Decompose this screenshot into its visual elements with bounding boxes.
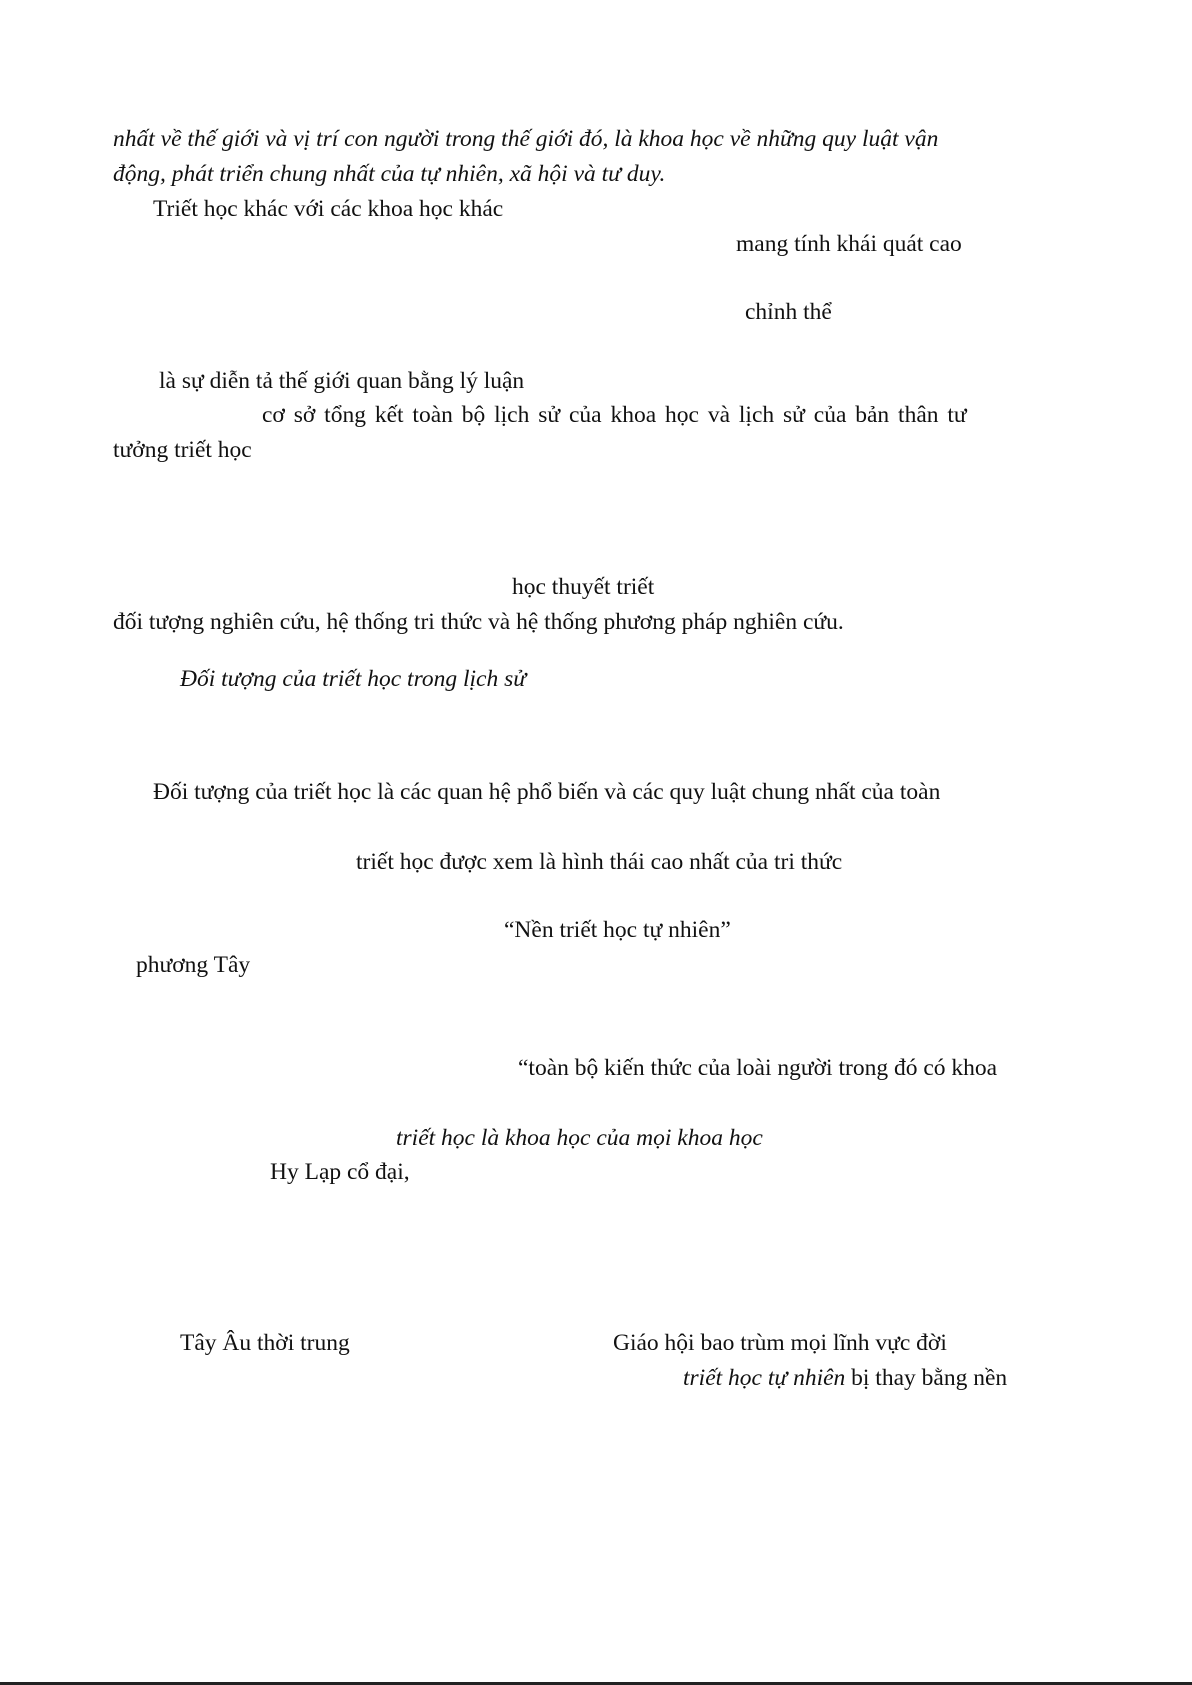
text-line: “Nền triết học tự nhiên” (504, 917, 731, 943)
text-line: Giáo hội bao trùm mọi lĩnh vực đời (613, 1330, 947, 1356)
text-line: động, phát triển chung nhất của tự nhiên, xã hội và tư duy. (113, 161, 666, 187)
text-line: Tây Âu thời trung (180, 1330, 350, 1356)
text-line: chỉnh thể (745, 299, 832, 325)
text-line: Đối tượng của triết học là các quan hệ phổ biến và các quy luật chung nhất của toàn (153, 779, 941, 805)
text-line: Triết học khác với các khoa học khác (153, 196, 504, 222)
text-line: là sự diễn tả thế giới quan bằng lý luận (159, 368, 525, 394)
text-line: học thuyết triết (512, 574, 655, 600)
text-line: mang tính khái quát cao (736, 231, 962, 257)
text-line: đối tượng nghiên cứu, hệ thống tri thức và hệ thống phương pháp nghiên cứu. (113, 609, 844, 635)
text-line: triết học là khoa học của mọi khoa học (396, 1125, 763, 1151)
text-fragment: bị thay bằng nền (851, 1365, 1008, 1391)
text-line: nhất về thế giới và vị trí con người trong thế giới đó, là khoa học về những quy luật vận (113, 126, 939, 152)
section-heading: Đối tượng của triết học trong lịch sử (180, 666, 527, 692)
text-line: “toàn bộ kiến thức của loài người trong đó có khoa (518, 1055, 998, 1081)
text-line: triết học được xem là hình thái cao nhất của tri thức (356, 849, 843, 875)
text-line (683, 1364, 1007, 1392)
italic-phrase: triết học tự nhiên (683, 1365, 846, 1391)
text-line: tưởng triết học (113, 437, 252, 463)
text-line: cơ sở tổng kết toàn bộ lịch sử của khoa học và lịch sử của bản thân tư (262, 402, 967, 428)
text-line: Hy Lạp cổ đại, (270, 1159, 410, 1185)
text-line: phương Tây (136, 952, 251, 978)
